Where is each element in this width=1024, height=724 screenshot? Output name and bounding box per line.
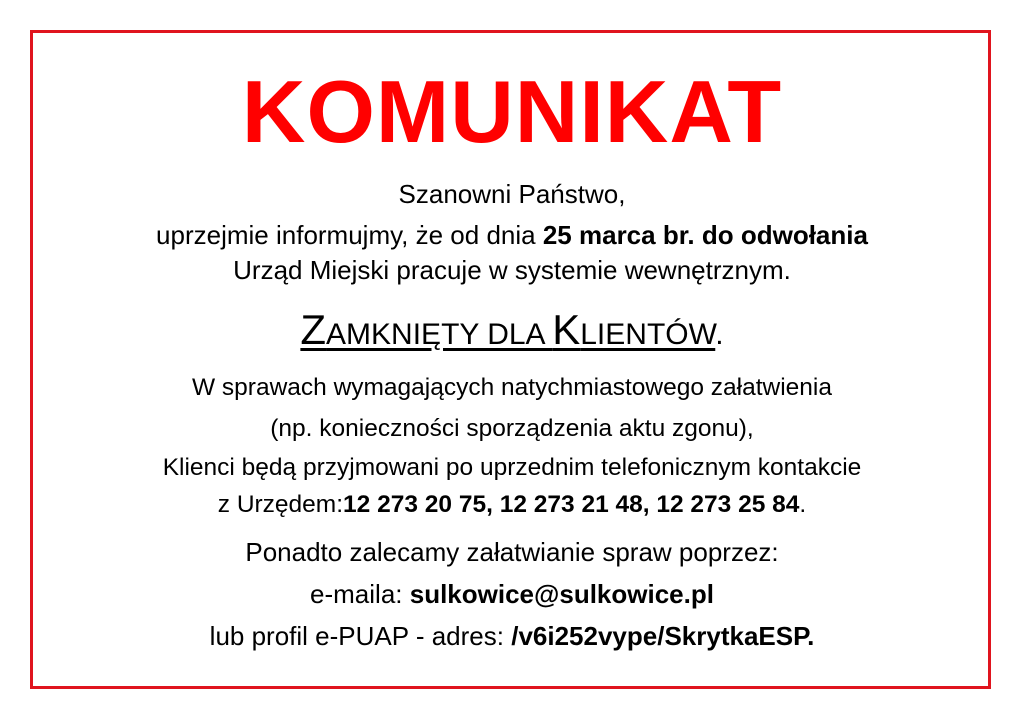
email-line [0,578,1024,610]
epuap-address: /v6i252vype/SkrytkaESP. [511,621,815,651]
notice-title: KOMUNIKAT [241,62,783,161]
info-line [0,219,1024,251]
closed-k-rest: LIENTÓW [580,318,716,351]
phones-prefix: z Urzędem: [217,491,344,518]
urgent-line-1: W sprawach wymagających natychmiastowego załatwienia [191,374,832,401]
phones-line [0,490,1024,520]
email-prefix: e-maila: [310,579,410,609]
recommend-line: Ponadto zalecamy załatwianie spraw poprzez: [245,537,779,567]
epuap-line [0,620,1024,652]
urgent-line-3: Klienci będą przyjmowani po uprzednim telefonicznym kontakcie [162,454,862,481]
closed-z: Z [300,306,327,353]
closed-z-rest: AMKNIĘTY DLA [326,318,553,351]
closed-k: K [552,306,581,353]
closed-period: . [715,318,724,351]
greeting: Szanowni Państwo, [398,179,626,209]
closed-heading-text [300,306,716,353]
phones-suffix: . [799,491,807,518]
epuap-prefix: lub profil e-PUAP - adres: [209,621,512,651]
phone-numbers: 12 273 20 75, 12 273 21 48, 12 273 25 84 [343,491,800,518]
urgent-line-2: (np. konieczności sporządzenia aktu zgonu), [270,415,754,442]
email-address: sulkowice@sulkowice.pl [409,579,714,609]
closed-heading [0,305,1024,360]
info-date: 25 marca br. do odwołania [542,220,868,250]
system-line: Urząd Miejski pracuje w systemie wewnętrznym. [233,255,791,285]
info-prefix: uprzejmie informujmy, że od dnia [156,220,543,250]
